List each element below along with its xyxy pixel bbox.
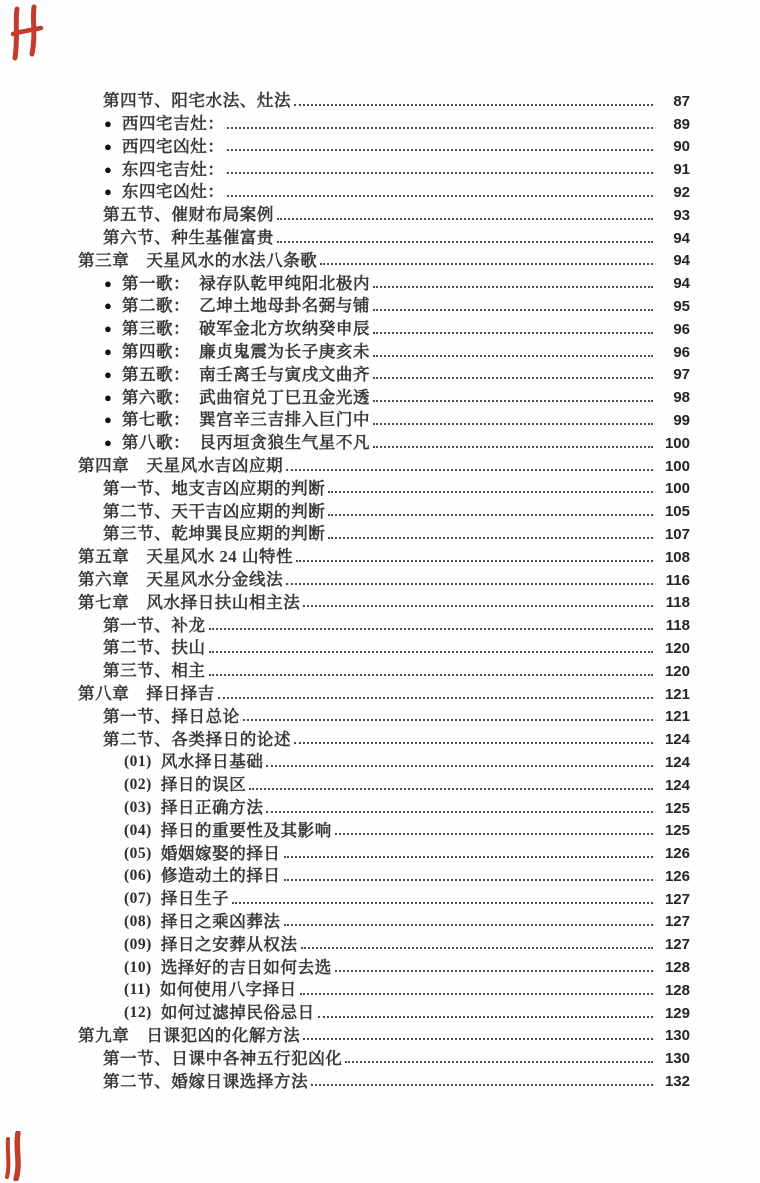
toc-entry-title: 第九章 日课犯凶的化解方法 bbox=[78, 1025, 301, 1045]
toc-entry-title: 如何过滤掉民俗忌日 bbox=[160, 1003, 315, 1023]
toc-entry-title: 第六节、种生基催富贵 bbox=[103, 228, 274, 248]
toc-entry-page: 96 bbox=[673, 320, 690, 338]
dot-leader bbox=[286, 469, 653, 471]
toc-entry-title: 第二节、婚嫁日课选择方法 bbox=[103, 1071, 309, 1091]
toc-entry-title: 第一节、日课中各神五行犯凶化 bbox=[103, 1048, 343, 1068]
dot-leader bbox=[335, 970, 653, 972]
toc-row bbox=[0, 864, 690, 887]
dot-leader bbox=[227, 149, 653, 151]
dot-leader bbox=[227, 127, 653, 129]
dot-leader bbox=[284, 924, 653, 926]
bullet-icon: ● bbox=[104, 412, 112, 428]
toc-row bbox=[0, 955, 690, 978]
toc-entry-title: 第四歌： 廉贞鬼震为长子庚亥未 bbox=[121, 342, 371, 362]
toc-entry-title: 第八章 择日择吉 bbox=[78, 684, 215, 704]
toc-row bbox=[0, 727, 690, 750]
toc-entry-page: 90 bbox=[673, 138, 690, 156]
toc-entry-page: 118 bbox=[665, 594, 690, 612]
toc-row bbox=[0, 705, 690, 728]
dot-leader bbox=[218, 697, 653, 699]
toc-entry-title: 第四章 天星风水吉凶应期 bbox=[78, 456, 284, 476]
toc-entry-title: 择日之乘凶葬法 bbox=[160, 911, 281, 931]
dot-leader bbox=[301, 947, 653, 949]
toc-entry-title: 第五节、催财布局案例 bbox=[103, 205, 274, 225]
toc-entry-title: 第七章 风水择日扶山相主法 bbox=[78, 592, 301, 612]
toc-entry-title: 第六章 天星风水分金线法 bbox=[78, 570, 284, 590]
toc-entry-number: (06) bbox=[124, 867, 152, 885]
toc-entry-title: 第一节、地支吉凶应期的判断 bbox=[103, 478, 326, 498]
toc-entry-number: (05) bbox=[124, 844, 152, 862]
dot-leader bbox=[373, 355, 653, 357]
dot-leader bbox=[328, 537, 653, 539]
dot-leader bbox=[320, 263, 653, 265]
dot-leader bbox=[311, 1084, 653, 1086]
toc-entry-title: 选择好的吉日如何去选 bbox=[160, 957, 332, 977]
dot-leader bbox=[373, 377, 653, 379]
toc-entry-number: (02) bbox=[124, 776, 152, 794]
dot-leader bbox=[328, 514, 653, 516]
bullet-icon: ● bbox=[104, 161, 112, 177]
toc-entry-title: 婚姻嫁娶的择日 bbox=[160, 843, 281, 863]
red-ink-mark-bottom-left-icon bbox=[5, 1131, 31, 1181]
toc-entry-page: 126 bbox=[664, 867, 690, 885]
toc-entry-page: 98 bbox=[673, 389, 690, 407]
toc-row bbox=[0, 1069, 690, 1092]
toc-entry-title: 风水择日基础 bbox=[160, 752, 264, 772]
toc-entry-page: 107 bbox=[664, 525, 690, 543]
dot-leader bbox=[373, 446, 653, 448]
toc-entry-title: 第五章 天星风水 24 山特性 bbox=[78, 547, 294, 567]
toc-row bbox=[0, 545, 690, 568]
toc-row bbox=[0, 157, 690, 180]
toc-entry-number: (01) bbox=[124, 753, 152, 771]
toc-entry-title: 第二节、天干吉凶应期的判断 bbox=[103, 501, 326, 521]
toc-entry-page: 91 bbox=[673, 161, 690, 179]
toc-row bbox=[0, 910, 690, 933]
bullet-icon: ● bbox=[104, 184, 112, 200]
bullet-icon: ● bbox=[104, 366, 112, 382]
toc-entry-title: 修造动土的择日 bbox=[160, 866, 281, 886]
toc-entry-title: 择日之安葬从权法 bbox=[160, 934, 298, 954]
toc-entry-number: (11) bbox=[124, 981, 151, 999]
toc-entry-title: 第二歌： 乙坤土地母卦名弼与铺 bbox=[121, 296, 371, 316]
toc-entry-page: 100 bbox=[664, 457, 690, 475]
toc-entry-title: 择日生子 bbox=[160, 889, 230, 909]
dot-leader bbox=[296, 560, 653, 562]
toc-entry-title: 第四节、阳宅水法、灶法 bbox=[103, 91, 292, 111]
toc-entry-page: 94 bbox=[673, 229, 690, 247]
toc-entry-page: 127 bbox=[664, 913, 690, 931]
toc-entry-page: 130 bbox=[664, 1050, 690, 1068]
toc-row bbox=[0, 750, 690, 773]
dot-leader bbox=[284, 879, 653, 881]
dot-leader bbox=[209, 628, 653, 630]
toc-row bbox=[0, 226, 690, 249]
toc-entry-page: 94 bbox=[673, 275, 690, 293]
toc-entry-title: 东四宅吉灶： bbox=[121, 159, 225, 179]
dot-leader bbox=[335, 833, 653, 835]
toc-entry-number: (09) bbox=[124, 935, 152, 953]
toc-entry-title: 第六歌： 武曲宿兑丁巳丑金光透 bbox=[121, 387, 371, 407]
dot-leader bbox=[300, 993, 653, 995]
toc-row bbox=[0, 408, 690, 431]
toc-entry-page: 96 bbox=[673, 343, 690, 361]
dot-leader bbox=[373, 423, 653, 425]
bullet-icon: ● bbox=[104, 116, 112, 132]
bullet-icon: ● bbox=[104, 389, 112, 405]
toc-entry-title: 第一节、择日总论 bbox=[103, 706, 240, 726]
toc-entry-title: 第三节、乾坤巽艮应期的判断 bbox=[103, 524, 326, 544]
toc-entry-number: (12) bbox=[124, 1004, 152, 1022]
toc-row bbox=[0, 317, 690, 340]
toc-entry-title: 第七歌： 巽宫辛三吉排入巨门中 bbox=[121, 410, 371, 430]
toc-entry-title: 如何使用八字择日 bbox=[159, 980, 297, 1000]
dot-leader bbox=[249, 788, 653, 790]
toc-entry-page: 128 bbox=[664, 959, 690, 977]
bullet-icon: ● bbox=[104, 298, 112, 314]
dot-leader bbox=[303, 605, 653, 607]
toc-row bbox=[0, 340, 690, 363]
toc-entry-number: (03) bbox=[124, 799, 152, 816]
toc-row bbox=[0, 363, 690, 386]
toc-row bbox=[0, 682, 690, 705]
toc-row bbox=[0, 1046, 690, 1069]
toc-entry-page: 108 bbox=[664, 548, 690, 566]
toc-entry-title: 第二节、扶山 bbox=[103, 638, 206, 658]
toc-entry-number: (04) bbox=[124, 821, 152, 839]
dot-leader bbox=[373, 286, 653, 288]
toc-row bbox=[0, 819, 690, 842]
dot-leader bbox=[328, 491, 653, 493]
toc-row bbox=[0, 659, 690, 682]
toc-row bbox=[0, 636, 690, 659]
toc-entry-title: 第八歌： 艮丙垣贪狼生气星不凡 bbox=[121, 433, 371, 453]
toc-row bbox=[0, 180, 690, 203]
toc-entry-page: 121 bbox=[664, 685, 690, 703]
toc-row bbox=[0, 796, 690, 819]
toc-row bbox=[0, 454, 690, 477]
toc-entry-page: 89 bbox=[673, 115, 690, 133]
toc-row bbox=[0, 271, 690, 294]
toc-entry-page: 129 bbox=[664, 1004, 690, 1022]
toc-entry-number: (08) bbox=[124, 912, 152, 930]
toc-entry-page: 95 bbox=[673, 297, 690, 315]
dot-leader bbox=[227, 195, 653, 197]
toc-row bbox=[0, 431, 690, 454]
dot-leader bbox=[294, 742, 653, 744]
toc-entry-page: 87 bbox=[673, 92, 690, 110]
toc-entry-page: 127 bbox=[664, 936, 690, 954]
toc-entry-title: 择日正确方法 bbox=[160, 798, 264, 817]
dot-leader bbox=[232, 902, 653, 904]
toc-entry-page: 125 bbox=[664, 822, 690, 840]
toc-entry-title: 西四宅凶灶： bbox=[121, 136, 225, 156]
bullet-icon: ● bbox=[104, 435, 112, 451]
dot-leader bbox=[266, 765, 653, 767]
dot-leader bbox=[277, 218, 653, 220]
red-ink-mark-top-left-icon bbox=[7, 4, 45, 62]
toc-entry-page: 120 bbox=[664, 639, 690, 657]
toc-entry-title: 第三节、相主 bbox=[103, 661, 206, 681]
toc-entry-page: 125 bbox=[664, 799, 690, 817]
dot-leader bbox=[243, 719, 653, 721]
toc-entry-page: 124 bbox=[664, 731, 690, 749]
dot-leader bbox=[209, 651, 653, 653]
toc-entry-title: 第三歌： 破军金北方坎纳癸申辰 bbox=[121, 319, 371, 339]
toc-row bbox=[0, 249, 690, 272]
dot-leader bbox=[318, 1016, 653, 1018]
dot-leader bbox=[294, 104, 653, 106]
toc-row bbox=[0, 522, 690, 545]
toc-row bbox=[0, 932, 690, 955]
dot-leader bbox=[284, 856, 653, 858]
toc-row bbox=[0, 477, 690, 500]
toc-entry-title: 第三章 天星风水的水法八条歌 bbox=[78, 250, 318, 270]
toc-entry-page: 92 bbox=[673, 183, 690, 201]
toc-row bbox=[0, 385, 690, 408]
toc-entry-number: (07) bbox=[124, 890, 152, 908]
toc-list bbox=[0, 89, 690, 1092]
dot-leader bbox=[373, 332, 653, 334]
toc-entry-title: 择日的重要性及其影响 bbox=[160, 820, 332, 840]
toc-entry-page: 120 bbox=[664, 662, 690, 680]
dot-leader bbox=[227, 172, 653, 174]
toc-entry-page: 116 bbox=[665, 571, 690, 589]
bullet-icon: ● bbox=[104, 275, 112, 291]
toc-row bbox=[0, 1024, 690, 1047]
toc-entry-title: 第一歌： 禄存队乾甲纯阳北极内 bbox=[121, 273, 371, 293]
toc-entry-page: 121 bbox=[664, 708, 690, 726]
dot-leader bbox=[303, 1038, 653, 1040]
toc-row bbox=[0, 135, 690, 158]
toc-row bbox=[0, 773, 690, 796]
bullet-icon: ● bbox=[104, 321, 112, 337]
toc-row bbox=[0, 112, 690, 135]
bullet-icon: ● bbox=[104, 344, 112, 360]
dot-leader bbox=[345, 1061, 653, 1063]
toc-row bbox=[0, 89, 690, 112]
toc-row bbox=[0, 613, 690, 636]
toc-entry-page: 128 bbox=[664, 981, 690, 999]
toc-entry-page: 99 bbox=[673, 411, 690, 429]
dot-leader bbox=[209, 674, 653, 676]
dot-leader bbox=[373, 309, 653, 311]
dot-leader bbox=[266, 811, 653, 813]
toc-row bbox=[0, 568, 690, 591]
toc-row bbox=[0, 887, 690, 910]
toc-entry-page: 127 bbox=[664, 890, 690, 908]
toc-entry-page: 105 bbox=[664, 503, 690, 521]
toc-entry-title: 择日的误区 bbox=[160, 775, 247, 795]
toc-entry-number: (10) bbox=[124, 958, 152, 976]
toc-entry-page: 100 bbox=[664, 480, 690, 498]
toc-row bbox=[0, 294, 690, 317]
dot-leader bbox=[286, 583, 653, 585]
toc-entry-title: 西四宅吉灶： bbox=[121, 114, 225, 134]
toc-entry-page: 126 bbox=[664, 845, 690, 863]
toc-entry-title: 第五歌： 南壬离壬与寅戌文曲齐 bbox=[121, 364, 371, 384]
dot-leader bbox=[373, 400, 653, 402]
dot-leader bbox=[277, 241, 653, 243]
toc-row bbox=[0, 1001, 690, 1024]
toc-entry-page: 94 bbox=[673, 252, 690, 270]
toc-entry-page: 124 bbox=[664, 753, 690, 771]
toc-entry-page: 118 bbox=[665, 617, 690, 635]
toc-row bbox=[0, 499, 690, 522]
toc-entry-title: 东四宅凶灶： bbox=[121, 182, 225, 202]
toc-entry-title: 第一节、补龙 bbox=[103, 615, 206, 635]
toc-entry-page: 97 bbox=[673, 366, 690, 384]
toc-row bbox=[0, 841, 690, 864]
toc-row bbox=[0, 978, 690, 1001]
toc-entry-page: 124 bbox=[664, 776, 690, 794]
bullet-icon: ● bbox=[104, 138, 112, 154]
toc-entry-page: 130 bbox=[664, 1027, 690, 1045]
toc-entry-page: 132 bbox=[664, 1073, 690, 1091]
toc-entry-title: 第二节、各类择日的论述 bbox=[103, 729, 292, 749]
toc-entry-page: 100 bbox=[664, 434, 690, 452]
toc-entry-page: 93 bbox=[673, 206, 690, 224]
toc-row bbox=[0, 591, 690, 614]
toc-row bbox=[0, 203, 690, 226]
